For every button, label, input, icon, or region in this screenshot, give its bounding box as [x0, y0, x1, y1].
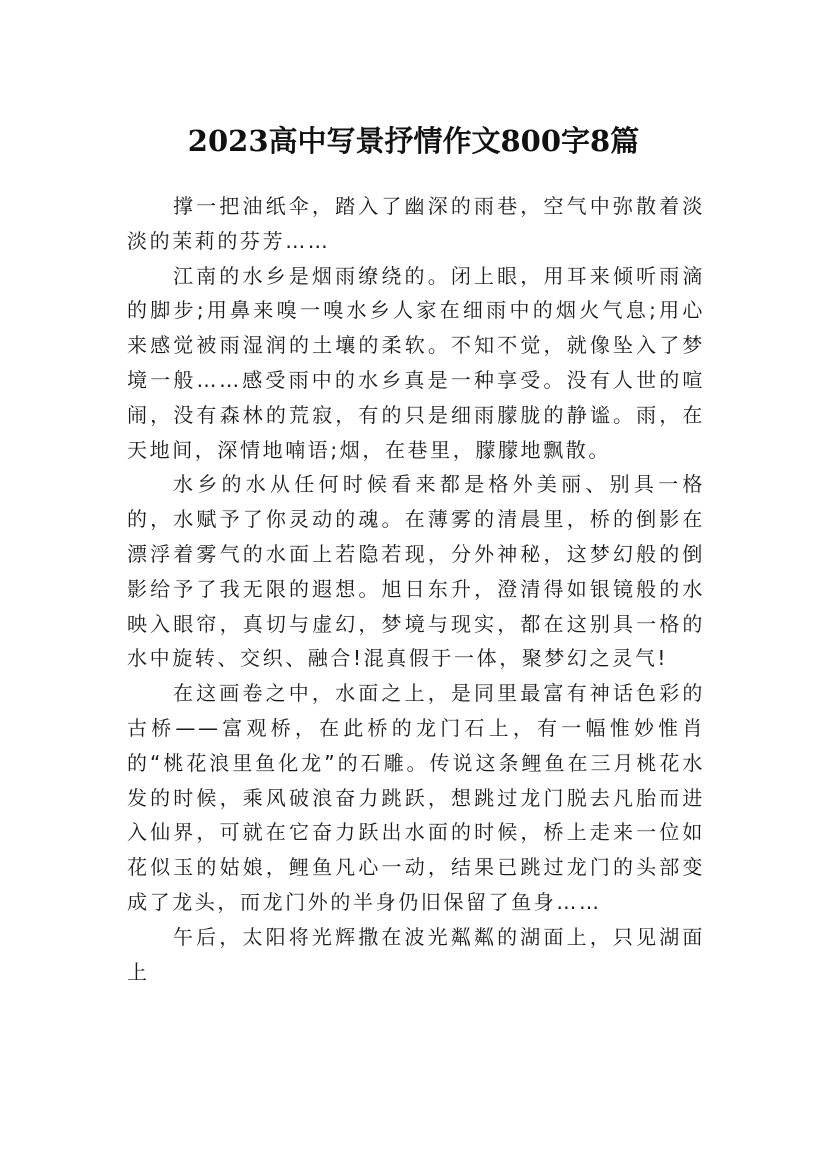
paragraph-1: 撑一把油纸伞，踏入了幽深的雨巷，空气中弥散着淡淡的茉莉的芬芳……	[127, 194, 705, 253]
document-title: 2023高中写景抒情作文800字8篇	[187, 124, 640, 159]
paragraph-4: 在这画卷之中，水面之上，是同里最富有神话色彩的古桥——富观桥，在此桥的龙门石上，有一幅惟妙惟肖的“桃花浪里鱼化龙”的石雕。传说这条鲤鱼在三月桃花水发的时候，乘风破浪奋力跳跃，想跳过龙门脱去凡胎而进入仙界，可就在它奋力跃出水面的时候，桥上走来一位如花似玉的姑娘，鲤鱼凡心一动，结果已跳过龙门的头部变成了龙头，而龙门外的半身仍旧保留了鱼身……	[127, 681, 705, 914]
paragraph-5: 午后，太阳将光辉撒在波光粼粼的湖面上，只见湖面上	[127, 924, 705, 984]
paragraph-2: 江南的水乡是烟雨缭绕的。闭上眼，用耳来倾听雨滴的脚步;用鼻来嗅一嗅水乡人家在细雨中的烟火气息;用心来感觉被雨湿润的土壤的柔软。不知不觉，就像坠入了梦境一般……感受雨中的水乡真是一种享受。没有人世的喧闹，没有森林的荒寂，有的只是细雨朦胧的静谧。雨，在天地间，深情地喃语;烟，在巷里，朦朦地飘散。	[127, 263, 705, 462]
paragraph-3: 水乡的水从任何时候看来都是格外美丽、别具一格的，水赋予了你灵动的魂。在薄雾的清晨里，桥的倒影在漂浮着雾气的水面上若隐若现，分外神秘，这梦幻般的倒影给予了我无限的遐想。旭日东升，澄清得如银镜般的水映入眼帘，真切与虚幻，梦境与现实，都在这别具一格的水中旋转、交织、融合!混真假于一体，聚梦幻之灵气!	[127, 472, 705, 671]
document-body	[127, 189, 705, 989]
